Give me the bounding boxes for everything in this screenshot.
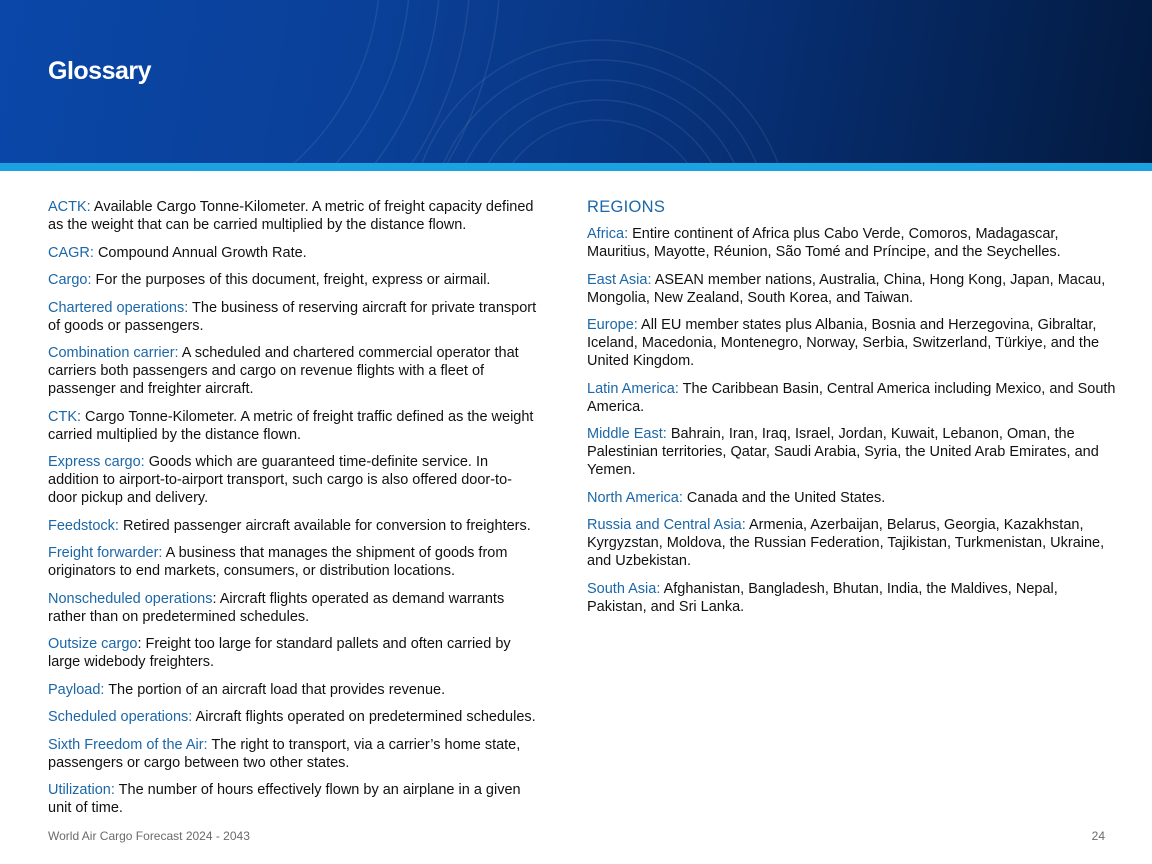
glossary-definition: Goods which are guaranteed time-definite service. In addition to airport-to-airport transport, such cargo is also offered door-to-door pickup and delivery. (48, 454, 512, 506)
region-term: Russia and Central Asia: (587, 517, 746, 533)
glossary-term: Cargo: (48, 272, 92, 288)
glossary-definition: For the purposes of this document, freight, express or airmail. (91, 272, 491, 288)
glossary-entry (48, 781, 540, 817)
glossary-definition: Aircraft flights operated on predetermined schedules. (192, 709, 536, 725)
region-entry (587, 316, 1117, 370)
glossary-entry (48, 517, 540, 535)
region-entry (587, 380, 1117, 416)
glossary-entry (48, 590, 540, 626)
glossary-definition: : Freight too large for standard pallets and often carried by large widebody freighters. (48, 636, 511, 670)
region-term: Latin America: (587, 380, 679, 397)
glossary-definition: A scheduled and chartered commercial operator that carriers both passengers and cargo on revenue flights with a fleet of passenger and freighter aircraft. (48, 345, 519, 397)
regions-heading: REGIONS (587, 198, 666, 216)
glossary-definition: Retired passenger aircraft available for conversion to freighters. (118, 517, 531, 534)
glossary-definition: The business of reserving aircraft for private transport of goods or passengers. (48, 299, 537, 334)
decorative-arcs (0, 0, 1152, 163)
glossary-term: Chartered operations: (48, 299, 189, 316)
glossary-term: ACTK: (48, 199, 91, 215)
glossary-definition: Cargo Tonne-Kilometer. A metric of freight traffic defined as the weight carried multiplied by the distance flown. (48, 408, 534, 443)
glossary-term: Sixth Freedom of the Air: (48, 736, 208, 753)
glossary-entry (48, 736, 540, 772)
glossary-term: Outsize cargo (48, 636, 138, 652)
page-number: 24 (1091, 829, 1105, 843)
region-definition: Bahrain, Iran, Iraq, Israel, Jordan, Kuwait, Lebanon, Oman, the Palestinian territories, Qatar, Saudi Arabia, Syria, the United Arab Emirates, and Yemen. (587, 426, 1099, 478)
glossary-term: Feedstock: (48, 517, 119, 534)
region-entry (587, 425, 1117, 479)
glossary-entry (48, 681, 540, 699)
glossary-definition: The portion of an aircraft load that provides revenue. (104, 681, 446, 698)
glossary-term: Combination carrier: (48, 345, 179, 361)
glossary-list (48, 198, 540, 827)
glossary-term: Express cargo: (48, 454, 145, 470)
glossary-term: Nonscheduled operations (48, 590, 213, 607)
glossary-definition: Available Cargo Tonne-Kilometer. A metric of freight capacity defined as the weight that can be carried multiplied by the distance flown. (48, 199, 534, 233)
glossary-term: CTK: (48, 408, 82, 425)
glossary-entry (48, 299, 540, 335)
region-definition: Canada and the United States. (682, 489, 886, 506)
region-definition: ASEAN member nations, Australia, China, Hong Kong, Japan, Macau, Mongolia, New Zealand, South Korea, and Taiwan. (587, 271, 1106, 306)
region-term: South Asia: (587, 580, 661, 597)
glossary-definition: The number of hours effectively flown by an airplane in a given unit of time. (48, 782, 521, 816)
header-accent-stripe (0, 163, 1152, 171)
glossary-entry (48, 544, 540, 580)
region-entry (587, 516, 1117, 570)
page-title: Glossary (48, 57, 152, 85)
region-term: North America: (587, 489, 683, 506)
glossary-entry (48, 453, 540, 507)
glossary-definition: The right to transport, via a carrier’s home state, passengers or cargo between two other states. (48, 736, 521, 771)
region-term: East Asia: (587, 271, 652, 288)
region-definition: The Caribbean Basin, Central America including Mexico, and South America. (587, 380, 1116, 415)
glossary-entry (48, 408, 540, 444)
footer-publication-title: World Air Cargo Forecast 2024 - 2043 (48, 829, 250, 843)
glossary-entry (48, 244, 540, 262)
region-entry (587, 271, 1117, 307)
glossary-definition: A business that manages the shipment of goods from originators to end markets, consumers, or distribution locations. (48, 545, 508, 579)
glossary-entry (48, 271, 540, 289)
regions-section (587, 198, 1117, 625)
region-entry (587, 580, 1117, 616)
glossary-definition: Compound Annual Growth Rate. (93, 244, 307, 261)
region-term: Middle East: (587, 426, 667, 442)
glossary-definition: : Aircraft flights operated as demand warrants rather than on predetermined schedules. (48, 590, 505, 625)
glossary-term: Scheduled operations: (48, 709, 193, 725)
region-entry (587, 489, 1117, 507)
glossary-entry (48, 344, 540, 398)
glossary-term: Utilization: (48, 782, 115, 798)
glossary-entry (48, 198, 540, 234)
region-definition: Afghanistan, Bangladesh, Bhutan, India, the Maldives, Nepal, Pakistan, and Sri Lanka. (587, 580, 1058, 615)
regions-list (587, 225, 1117, 616)
region-term: Africa: (587, 226, 629, 242)
glossary-term: Payload: (48, 681, 105, 698)
region-definition: Entire continent of Africa plus Cabo Verde, Comoros, Madagascar, Mauritius, Mayotte, Réunion, São Tomé and Príncipe, and the Seychelles. (587, 226, 1061, 260)
glossary-entry (48, 635, 540, 671)
region-definition: All EU member states plus Albania, Bosnia and Herzegovina, Gibraltar, Iceland, Macedonia, Montenegro, Norway, Serbia, Switzerland, Türkiye, and the United Kingdom. (587, 317, 1100, 369)
glossary-term: Freight forwarder: (48, 545, 163, 561)
region-definition: Armenia, Azerbaijan, Belarus, Georgia, Kazakhstan, Kyrgyzstan, Moldova, the Russian Federation, Tajikistan, Turkmenistan, Ukraine, and Uzbekistan. (587, 517, 1105, 569)
region-term: Europe: (587, 317, 638, 333)
glossary-term: CAGR: (48, 244, 94, 261)
header-banner (0, 0, 1152, 163)
region-entry (587, 225, 1117, 261)
glossary-entry (48, 708, 540, 726)
